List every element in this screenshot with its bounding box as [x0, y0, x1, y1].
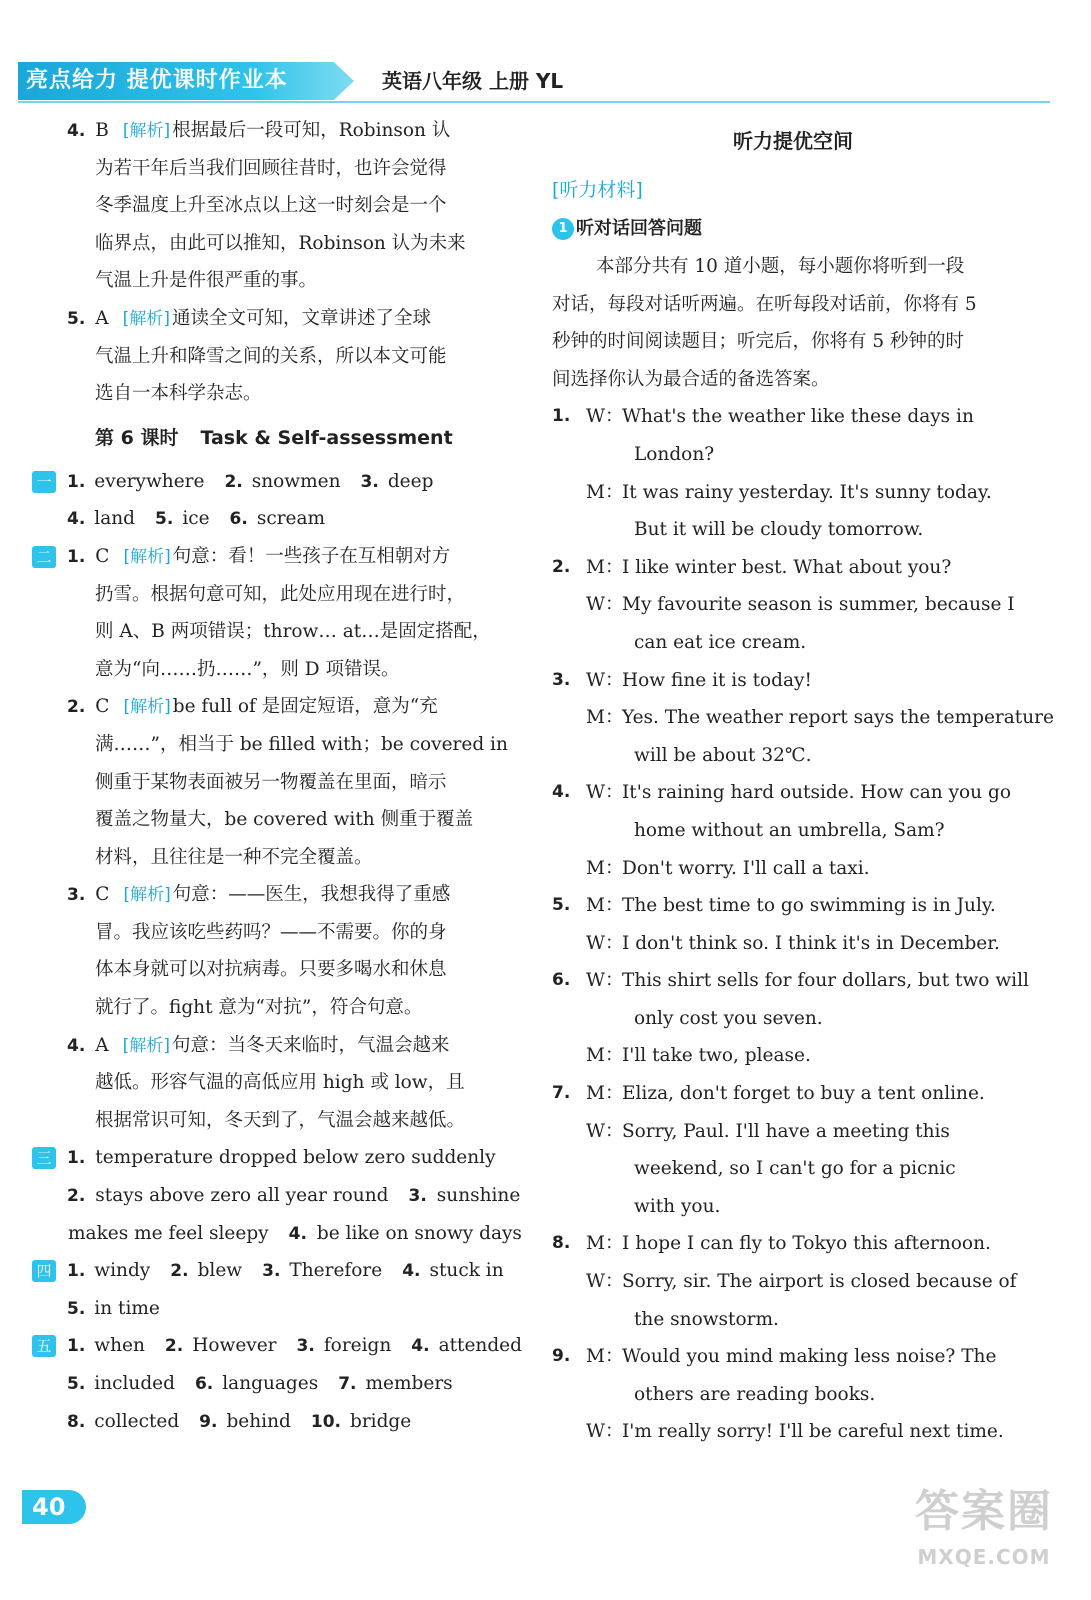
question-number: 3. [408, 1186, 427, 1207]
answer-row [28, 1403, 518, 1441]
answer-choice: C [95, 696, 110, 718]
intro-line: 秒钟的时间阅读题目；听完后，你将有 5 秒钟的时 [552, 331, 965, 353]
intro-line: 间选择你认为最合适的备选答案。 [552, 368, 830, 390]
answer-text: stuck in [429, 1260, 504, 1282]
analysis-text: 临界点，由此可以推知，Robinson 认为未来 [95, 232, 466, 254]
answer-text: everywhere [94, 470, 205, 492]
speaker-label: M： [586, 556, 624, 578]
question-number: 4. [67, 1035, 86, 1056]
dialog-line [552, 1188, 1034, 1226]
question-number: 6. [229, 509, 248, 530]
analysis-text: 体本身就可以对抗病毒。只要多喝水和休息 [95, 959, 447, 981]
question-number: 2. [552, 556, 571, 577]
dialog-line [552, 624, 1034, 662]
question-number: 1. [67, 1148, 86, 1169]
section-number-icon: 一 [32, 471, 56, 493]
dialog-line [552, 1225, 1034, 1263]
dialog-text: will be about 32℃. [634, 744, 812, 766]
answer-line [28, 1102, 518, 1140]
dialog-text: Sorry, sir. The airport is closed because of [622, 1271, 1017, 1293]
speaker-label: W： [586, 669, 624, 691]
question-number: 2. [224, 471, 243, 492]
answer-line [28, 576, 518, 614]
analysis-text: 气温上升和降雪之间的关系，所以本文可能 [95, 345, 447, 367]
analysis-text: 满……”，相当于 be filled with；be covered in [95, 733, 508, 755]
answer-text: ice [182, 508, 210, 530]
analysis-tag: [ 解析 ] [123, 121, 170, 141]
dialog-line [552, 662, 1034, 700]
answer-text: in time [94, 1297, 160, 1319]
question-number: 4. [411, 1336, 430, 1357]
answer-text: deep [387, 470, 434, 492]
speaker-label: W： [586, 406, 624, 428]
answer-line [28, 951, 518, 989]
section-number-icon: 三 [32, 1147, 56, 1169]
question-number: 1. [67, 1261, 86, 1282]
dialog-text: I'll take two, please. [622, 1045, 811, 1067]
question-number: 3. [296, 1336, 315, 1357]
question-number: 1. [552, 406, 571, 427]
answer-text: Therefore [289, 1260, 383, 1282]
answer-text: makes me feel sleepy [68, 1222, 269, 1244]
question-number: 8. [67, 1411, 86, 1432]
lesson-number: 第 6 课时 [95, 426, 179, 449]
question-number: 10. [310, 1411, 341, 1432]
question-number: 2. [67, 1186, 86, 1207]
answer-line [28, 651, 518, 689]
answer-choice: C [95, 545, 110, 567]
speaker-label: M： [586, 1346, 624, 1368]
answer-text: stays above zero all year round [95, 1185, 389, 1207]
dialog-line [552, 1263, 1034, 1301]
question-number: 3. [552, 669, 571, 690]
question-number: 3. [67, 885, 86, 906]
dialog-line [552, 474, 1034, 512]
page-header [0, 0, 1091, 104]
analysis-text: 句意：看！一些孩子在互相朝对方 [172, 545, 451, 567]
analysis-text: 句意：当冬天来临时，气温会越来 [171, 1034, 450, 1056]
analysis-text: 选自一本科学杂志。 [95, 383, 262, 405]
answer-row [28, 500, 518, 538]
dialog-text: This shirt sells for four dollars, but two will [622, 970, 1029, 992]
part-title: 听对话回答问题 [576, 218, 702, 239]
question-number: 3. [262, 1261, 281, 1282]
answer-choice: C [95, 884, 110, 906]
answer-row [28, 1139, 518, 1177]
answer-row [28, 1290, 518, 1328]
answer-line [28, 187, 518, 225]
answer-line [28, 726, 518, 764]
answer-line [28, 150, 518, 188]
speaker-label: W： [586, 1120, 624, 1142]
speaker-label: M： [586, 707, 624, 729]
intro-line: 对话，每段对话听两遍。在听每段对话前，你将有 5 [552, 293, 977, 315]
dialog-line [552, 511, 1034, 549]
dialog-line [552, 812, 1034, 850]
dialog-text: can eat ice cream. [634, 631, 807, 653]
question-number: 5. [67, 1298, 86, 1319]
answer-text: be like on snowy days [316, 1222, 522, 1244]
question-number: 2. [67, 697, 86, 718]
answer-line [28, 613, 518, 651]
question-number: 6. [194, 1374, 214, 1394]
dialog-text: It's raining hard outside. How can you go [622, 782, 1011, 804]
right-column [552, 112, 1054, 1451]
lesson-title [28, 413, 518, 463]
dialog-text: I'm really sorry! I'll be careful next time. [622, 1421, 1004, 1443]
analysis-tag: [ 解析 ] [123, 697, 170, 717]
dialog-line [552, 887, 1034, 925]
dialog-text: The best time to go swimming is in July. [622, 895, 996, 917]
answer-text: snowmen [251, 470, 341, 492]
watermark-url: MXQE.COM [917, 1545, 1051, 1569]
analysis-tag: [ 解析 ] [123, 309, 170, 329]
speaker-label: W： [586, 782, 624, 804]
question-number: 1. [67, 471, 86, 492]
left-column [28, 112, 522, 1440]
subject-title: 英语八年级 上册 YL [382, 69, 564, 93]
analysis-text: 根据最后一段可知，Robinson 认 [172, 120, 451, 141]
section-number-icon: 二 [32, 546, 56, 568]
dialog-text: home without an umbrella, Sam? [634, 819, 945, 841]
question-number: 5. [155, 509, 174, 530]
analysis-text: 意为“向……扔……”，则 D 项错误。 [95, 658, 400, 680]
question-number: 3. [360, 471, 379, 492]
dialog-line [552, 1413, 1034, 1451]
speaker-label: M： [586, 481, 624, 503]
answer-choice: B [95, 120, 109, 141]
answer-row [28, 1252, 518, 1290]
dialog-text: How fine it is today! [622, 669, 812, 691]
dialog-text: I like winter best. What about you? [622, 556, 952, 578]
speaker-label: M： [586, 1233, 624, 1255]
dialog-line [552, 1000, 1034, 1038]
dialog-text: Sorry, Paul. I'll have a meeting this [622, 1120, 950, 1142]
speaker-label: W： [586, 970, 624, 992]
dialog-line [552, 436, 1034, 474]
dialog-line [552, 1338, 1034, 1376]
dialog-text: Eliza, don't forget to buy a tent online. [622, 1083, 985, 1105]
answer-line [28, 801, 518, 839]
material-tag: [听力材料] [552, 179, 643, 201]
dialog-text: My favourite season is summer, because I [622, 594, 1015, 616]
question-number: 7. [552, 1083, 571, 1104]
analysis-tag: [ 解析 ] [123, 885, 170, 905]
answer-text: blew [197, 1260, 243, 1282]
dialog-text: only cost you seven. [634, 1007, 823, 1029]
question-number: 9. [199, 1411, 218, 1432]
answer-line [28, 112, 518, 150]
dialog-line [552, 737, 1034, 775]
dialog-line [552, 925, 1034, 963]
dialog-line [552, 1301, 1034, 1339]
answer-text: land [94, 508, 136, 530]
dialog-text: Don't worry. I'll call a taxi. [622, 857, 870, 879]
question-number: 9. [552, 1346, 571, 1367]
question-number: 4. [67, 509, 86, 530]
section-number-icon: 五 [32, 1335, 56, 1357]
brand-title: 亮点给力 提优课时作业本 [26, 68, 288, 93]
analysis-text: 则 A、B 两项错误；throw… at…是固定搭配， [95, 621, 491, 643]
speaker-label: M： [586, 1045, 624, 1067]
dialog-line [552, 962, 1034, 1000]
answer-row [28, 1365, 518, 1403]
analysis-text: 覆盖之物量大，be covered with 侧重于覆盖 [95, 809, 474, 831]
analysis-text: 句意：——医生，我想我得了重感 [172, 884, 451, 906]
analysis-text: 为若干年后当我们回顾往昔时，也许会觉得 [95, 157, 447, 179]
dialog-text: Yes. The weather report says the temperature [622, 707, 1054, 729]
question-number: 4. [67, 121, 86, 141]
analysis-text: 根据常识可知，冬天到了，气温会越来越低。 [95, 1109, 466, 1131]
answer-line [28, 300, 518, 338]
question-number: 5. [67, 1374, 86, 1394]
question-number: 6. [552, 970, 571, 991]
answer-line [28, 538, 518, 576]
question-number: 1. [67, 546, 86, 567]
answer-choice: A [95, 307, 109, 329]
answer-text: temperature dropped below zero suddenly [95, 1147, 496, 1169]
dialog-line [552, 850, 1034, 888]
analysis-text: 通读全文可知，文章讲述了全球 [171, 307, 431, 329]
speaker-label: W： [586, 932, 624, 954]
answer-line [28, 764, 518, 802]
answer-line [28, 876, 518, 914]
dialog-line [552, 549, 1034, 587]
page-number: 40 [22, 1490, 86, 1524]
dialog-line [552, 774, 1034, 812]
dialog-line [552, 586, 1034, 624]
analysis-text: 冬季温度上升至冰点以上这一时刻会是一个 [95, 195, 447, 217]
question-number: 4. [552, 782, 571, 803]
question-number: 2. [164, 1336, 184, 1357]
analysis-text: 材料，且往往是一种不完全覆盖。 [95, 846, 373, 868]
dialog-text: What's the weather like these days in [622, 406, 974, 428]
question-number: 4. [402, 1261, 421, 1282]
answer-line [28, 688, 518, 726]
watermark-text: 答案圈 [915, 1486, 1053, 1537]
dialog-line [552, 699, 1054, 737]
answer-line [28, 914, 518, 952]
answer-text: when [94, 1335, 145, 1357]
answer-line [28, 338, 518, 376]
answer-text: bridge [349, 1410, 412, 1432]
part-number-icon: 1 [552, 218, 574, 240]
question-number: 5. [552, 895, 571, 916]
dialog-text: I hope I can fly to Tokyo this afternoon. [622, 1233, 991, 1255]
dialog-text: with you. [634, 1195, 721, 1217]
question-number: 1. [67, 1336, 86, 1357]
dialog-text: I don't think so. I think it's in December. [622, 932, 1000, 954]
dialog-text: weekend, so I can't go for a picnic [634, 1158, 956, 1180]
answer-text: sunshine [436, 1185, 521, 1207]
answer-text: windy [94, 1260, 151, 1282]
question-number: 4. [288, 1223, 307, 1244]
speaker-label: W： [586, 1421, 624, 1443]
answer-choice: A [95, 1034, 109, 1056]
dialog-text: Would you mind making less noise? The [622, 1346, 997, 1368]
analysis-text: 越低。形容气温的高低应用 high 或 low，且 [95, 1072, 465, 1094]
lesson-name: Task & Self-assessment [200, 426, 453, 449]
dialog-line [552, 1150, 1034, 1188]
answer-line [28, 1027, 518, 1065]
answer-text: languages [222, 1373, 319, 1394]
section-number-icon: 四 [32, 1260, 56, 1282]
answer-line [28, 225, 518, 263]
question-number: 5. [67, 308, 86, 329]
answer-text: included [94, 1373, 175, 1394]
analysis-text: be full of 是固定短语，意为“充 [172, 696, 438, 718]
dialog-line [552, 1113, 1034, 1151]
listening-heading: 听力提优空间 [733, 129, 853, 153]
header-rule [18, 101, 1050, 103]
answer-text: collected [94, 1410, 180, 1432]
speaker-label: W： [586, 1271, 624, 1293]
dialog-text: London? [634, 443, 715, 465]
answer-text: However [192, 1335, 277, 1357]
intro-line: 本部分共有 10 道小题，每小题你将听到一段 [596, 256, 965, 277]
answer-text: behind [226, 1410, 291, 1432]
answer-line [28, 989, 518, 1027]
answer-line [28, 839, 518, 877]
answer-text: members [365, 1373, 453, 1394]
speaker-label: M： [586, 1083, 624, 1105]
speaker-label: M： [586, 895, 624, 917]
speaker-label: W： [586, 594, 624, 616]
dialog-text: the snowstorm. [634, 1308, 779, 1330]
part-heading [552, 210, 1034, 248]
answer-text: attended [438, 1335, 522, 1357]
watermark-logo [894, 1482, 1074, 1592]
question-number: 8. [552, 1233, 571, 1254]
answer-row [28, 1177, 521, 1215]
answer-line [28, 375, 518, 413]
answer-text: scream [256, 508, 326, 530]
analysis-text: 扔雪。根据句意可知，此处应用现在进行时， [95, 583, 466, 605]
answer-row [28, 1215, 522, 1253]
answer-line [28, 1064, 518, 1102]
analysis-text: 侧重于某物表面被另一物覆盖在里面，暗示 [95, 771, 447, 793]
dialog-line [552, 1037, 1034, 1075]
dialog-line [552, 398, 1034, 436]
dialog-text: others are reading books. [634, 1383, 876, 1405]
analysis-text: 气温上升是件很严重的事。 [95, 270, 318, 292]
question-number: 2. [170, 1261, 189, 1282]
question-number: 7. [338, 1374, 357, 1394]
analysis-tag: [ 解析 ] [123, 1036, 170, 1056]
answer-text: foreign [323, 1335, 392, 1357]
answer-row [28, 1327, 522, 1365]
answer-line [28, 262, 518, 300]
analysis-tag: [ 解析 ] [123, 547, 170, 567]
analysis-text: 就行了。fight 意为“对抗”，符合句意。 [95, 997, 423, 1019]
analysis-text: 冒。我应该吃些药吗？——不需要。你的身 [95, 921, 447, 943]
dialog-text: It was rainy yesterday. It's sunny today. [622, 481, 992, 503]
dialog-text: But it will be cloudy tomorrow. [634, 519, 924, 541]
dialog-line [552, 1075, 1034, 1113]
dialog-line [552, 1376, 1034, 1414]
answer-row [28, 463, 518, 501]
speaker-label: M： [586, 857, 624, 879]
